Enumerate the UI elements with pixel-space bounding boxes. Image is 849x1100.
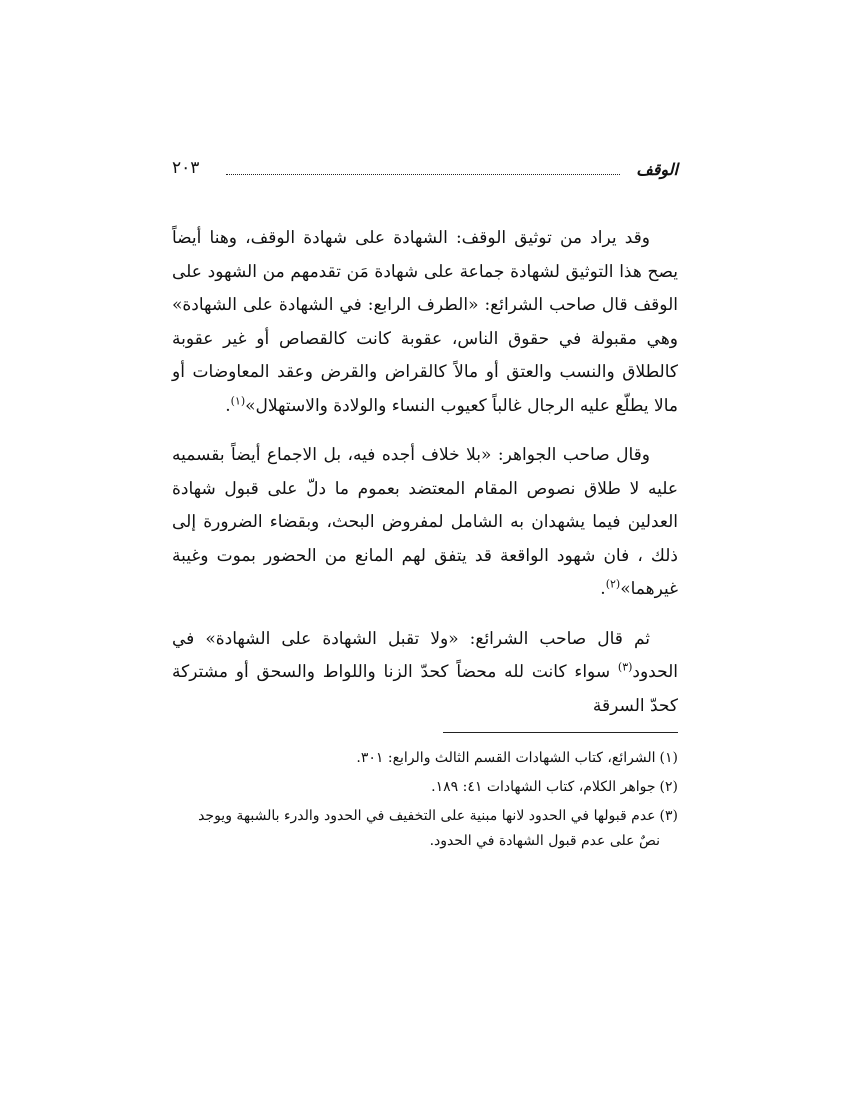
footnote-2 xyxy=(172,775,678,800)
paragraph-2 xyxy=(172,439,678,607)
paragraph-text: ثم قال صاحب الشرائع: «ولا تقبل الشهادة على الشهادة» في الحدود xyxy=(172,628,678,682)
dotted-leader xyxy=(226,174,620,175)
footnote-continuation: نصٌ على عدم قبول الشهادة في الحدود. xyxy=(429,833,660,849)
paragraph-tail: . xyxy=(600,579,606,599)
paragraph-tail: سواء كانت لله محضاً كحدّ الزنا واللواط والسحق أو مشتركة كحدّ السرقة xyxy=(172,662,678,716)
footnote-number: (٣) xyxy=(659,808,678,824)
footnote-number: (١) xyxy=(659,750,678,766)
footnote-ref-1: (١) xyxy=(230,393,246,407)
footnote-number: (٢) xyxy=(659,779,678,795)
footnote-3 xyxy=(172,804,678,854)
footnote-text: الشرائع، كتاب الشهادات القسم الثالث والرابع: ٣٠١. xyxy=(356,750,656,766)
footnote-separator xyxy=(443,732,678,733)
paragraph-text: وقد يراد من توثيق الوقف: الشهادة على شهادة الوقف، وهنا أيضاً يصح هذا التوثيق لشهادة جماعة على شهادة مَن تقدمهم من الشهود على الوقف قال صاحب الشرائع: «الطرف الرابع: في الشهادة على الشهادة» وهي مقبولة في حقوق الناس، عقوبة كانت كالقصاص أو غير عقوبة كالطلاق والنسب والعتق أو مالاً كالقراض والقرض وعقد المعاوضات أو مالا يطلّع عليه الرجال غالباً كعيوب النساء والولادة والاستهلال» xyxy=(172,228,678,416)
footnote-text: جواهر الكلام، كتاب الشهادات ٤١: ١٨٩. xyxy=(431,779,656,795)
footnote-ref-2: (٢) xyxy=(605,577,621,591)
paragraph-text: وقال صاحب الجواهر: «بلا خلاف أجده فيه، بل الاجماع أيضاً بقسميه عليه لا طلاق نصوص المقام المعتضد بعموم ما دلّ على قبول شهادة العدلين فيما يشهدان به الشامل لمفروض البحث، وبقضاء الضرورة إلى ذلك ، فان شهود الواقعة قد يتفق لهم المانع من الحضور بموت وغيبة غيرهما» xyxy=(172,445,678,599)
footnote-text: عدم قبولها في الحدود لانها مبنية على التخفيف في الحدود والدرء بالشبهة ويوجد xyxy=(198,808,656,824)
body-text xyxy=(172,222,678,723)
paragraph-tail: . xyxy=(225,395,231,416)
page-header xyxy=(172,156,678,184)
footnote-ref-3: (٣) xyxy=(617,660,633,674)
footnotes xyxy=(172,746,678,858)
page-number: ٢٠٣ xyxy=(172,158,200,178)
paragraph-1 xyxy=(172,222,678,423)
running-title: الوقف xyxy=(636,160,678,179)
footnote-1 xyxy=(172,746,678,771)
paragraph-3 xyxy=(172,623,678,724)
